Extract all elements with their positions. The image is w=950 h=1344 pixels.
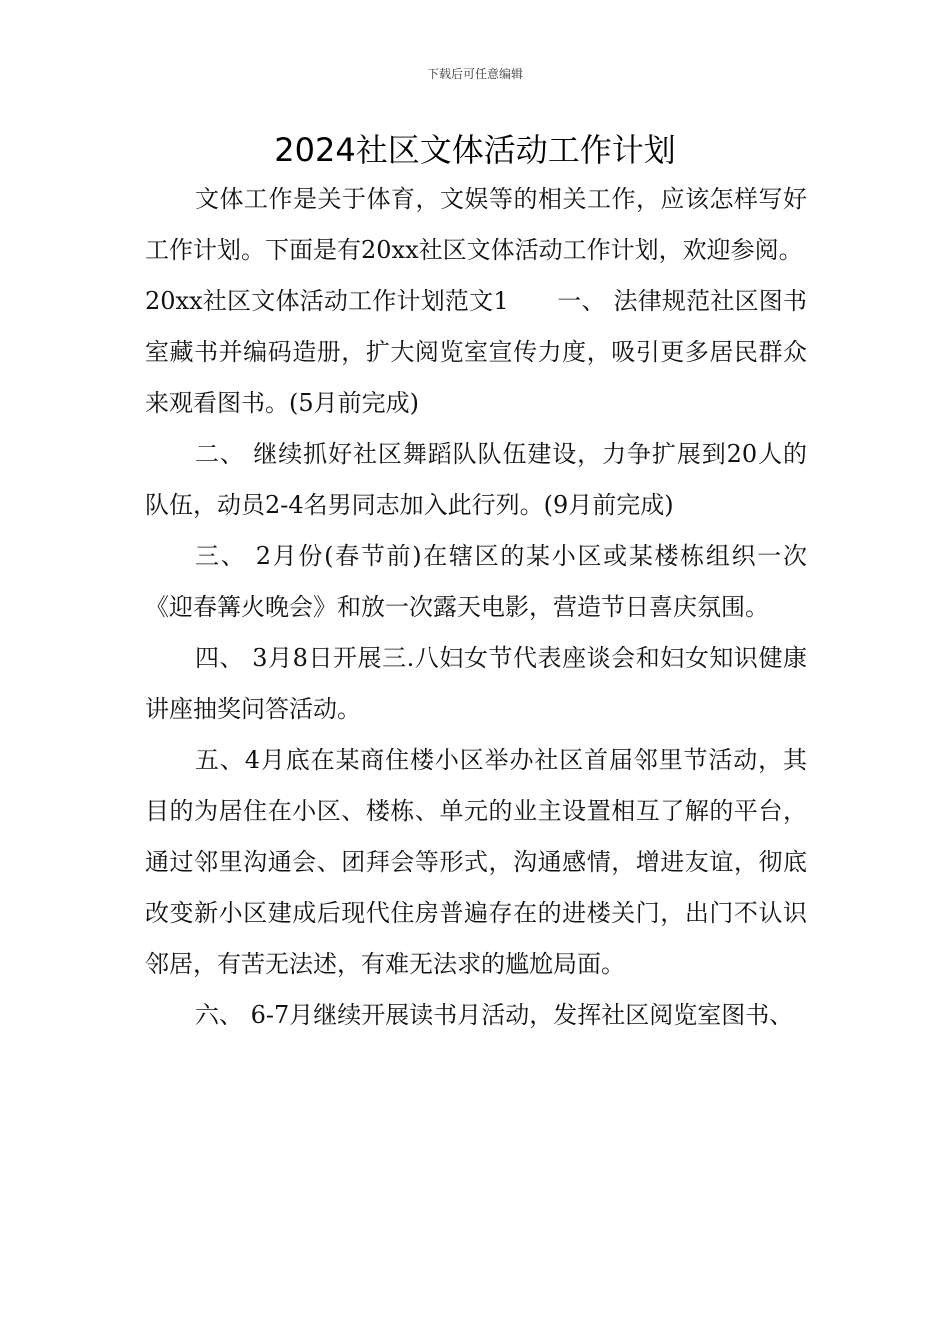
header-note: 下载后可任意编辑 [426,67,523,81]
plan-paragraph-2: 二、 继续抓好社区舞蹈队队伍建设，力争扩展到20人的队伍，动员2-4名男同志加入此行列。(9月前完成) [145,440,807,519]
intro-paragraph: 文体工作是关于体育，文娱等的相关工作，应该怎样写好工作计划。下面是有20xx社区文体活动工作计划，欢迎参阅。 [145,185,807,264]
document-title: 2024社区文体活动工作计划 [274,131,676,169]
plan-paragraph-5: 五、4月底在某商住楼小区举办社区首届邻里节活动，其目的为居住在小区、楼栋、单元的业主设置相互了解的平台，通过邻里沟通会、团拜会等形式，沟通感情，增进友谊，彻底改变新小区建成后现代住房普遍存在的进楼关门，出门不认识邻居，有苦无法述，有难无法求的尴尬局面。 [145,746,807,978]
plan-paragraph-6: 六、 6-7月继续开展读书月活动，发挥社区阅览室图书、 [195,1001,794,1029]
plan-paragraph-1: 20xx社区文体活动工作计划范文1 一、 法律规范社区图书室藏书并编码造册，扩大阅览室宣传力度，吸引更多居民群众来观看图书。(5月前完成) [145,287,807,417]
plan-paragraph-4: 四、 3月8日开展三.八妇女节代表座谈会和妇女知识健康讲座抽奖问答活动。 [145,644,807,723]
document-body [145,174,807,1041]
plan-paragraph-3: 三、 2月份(春节前)在辖区的某小区或某楼栋组织一次《迎春篝火晚会》和放一次露天电影，营造节日喜庆氛围。 [145,542,807,621]
